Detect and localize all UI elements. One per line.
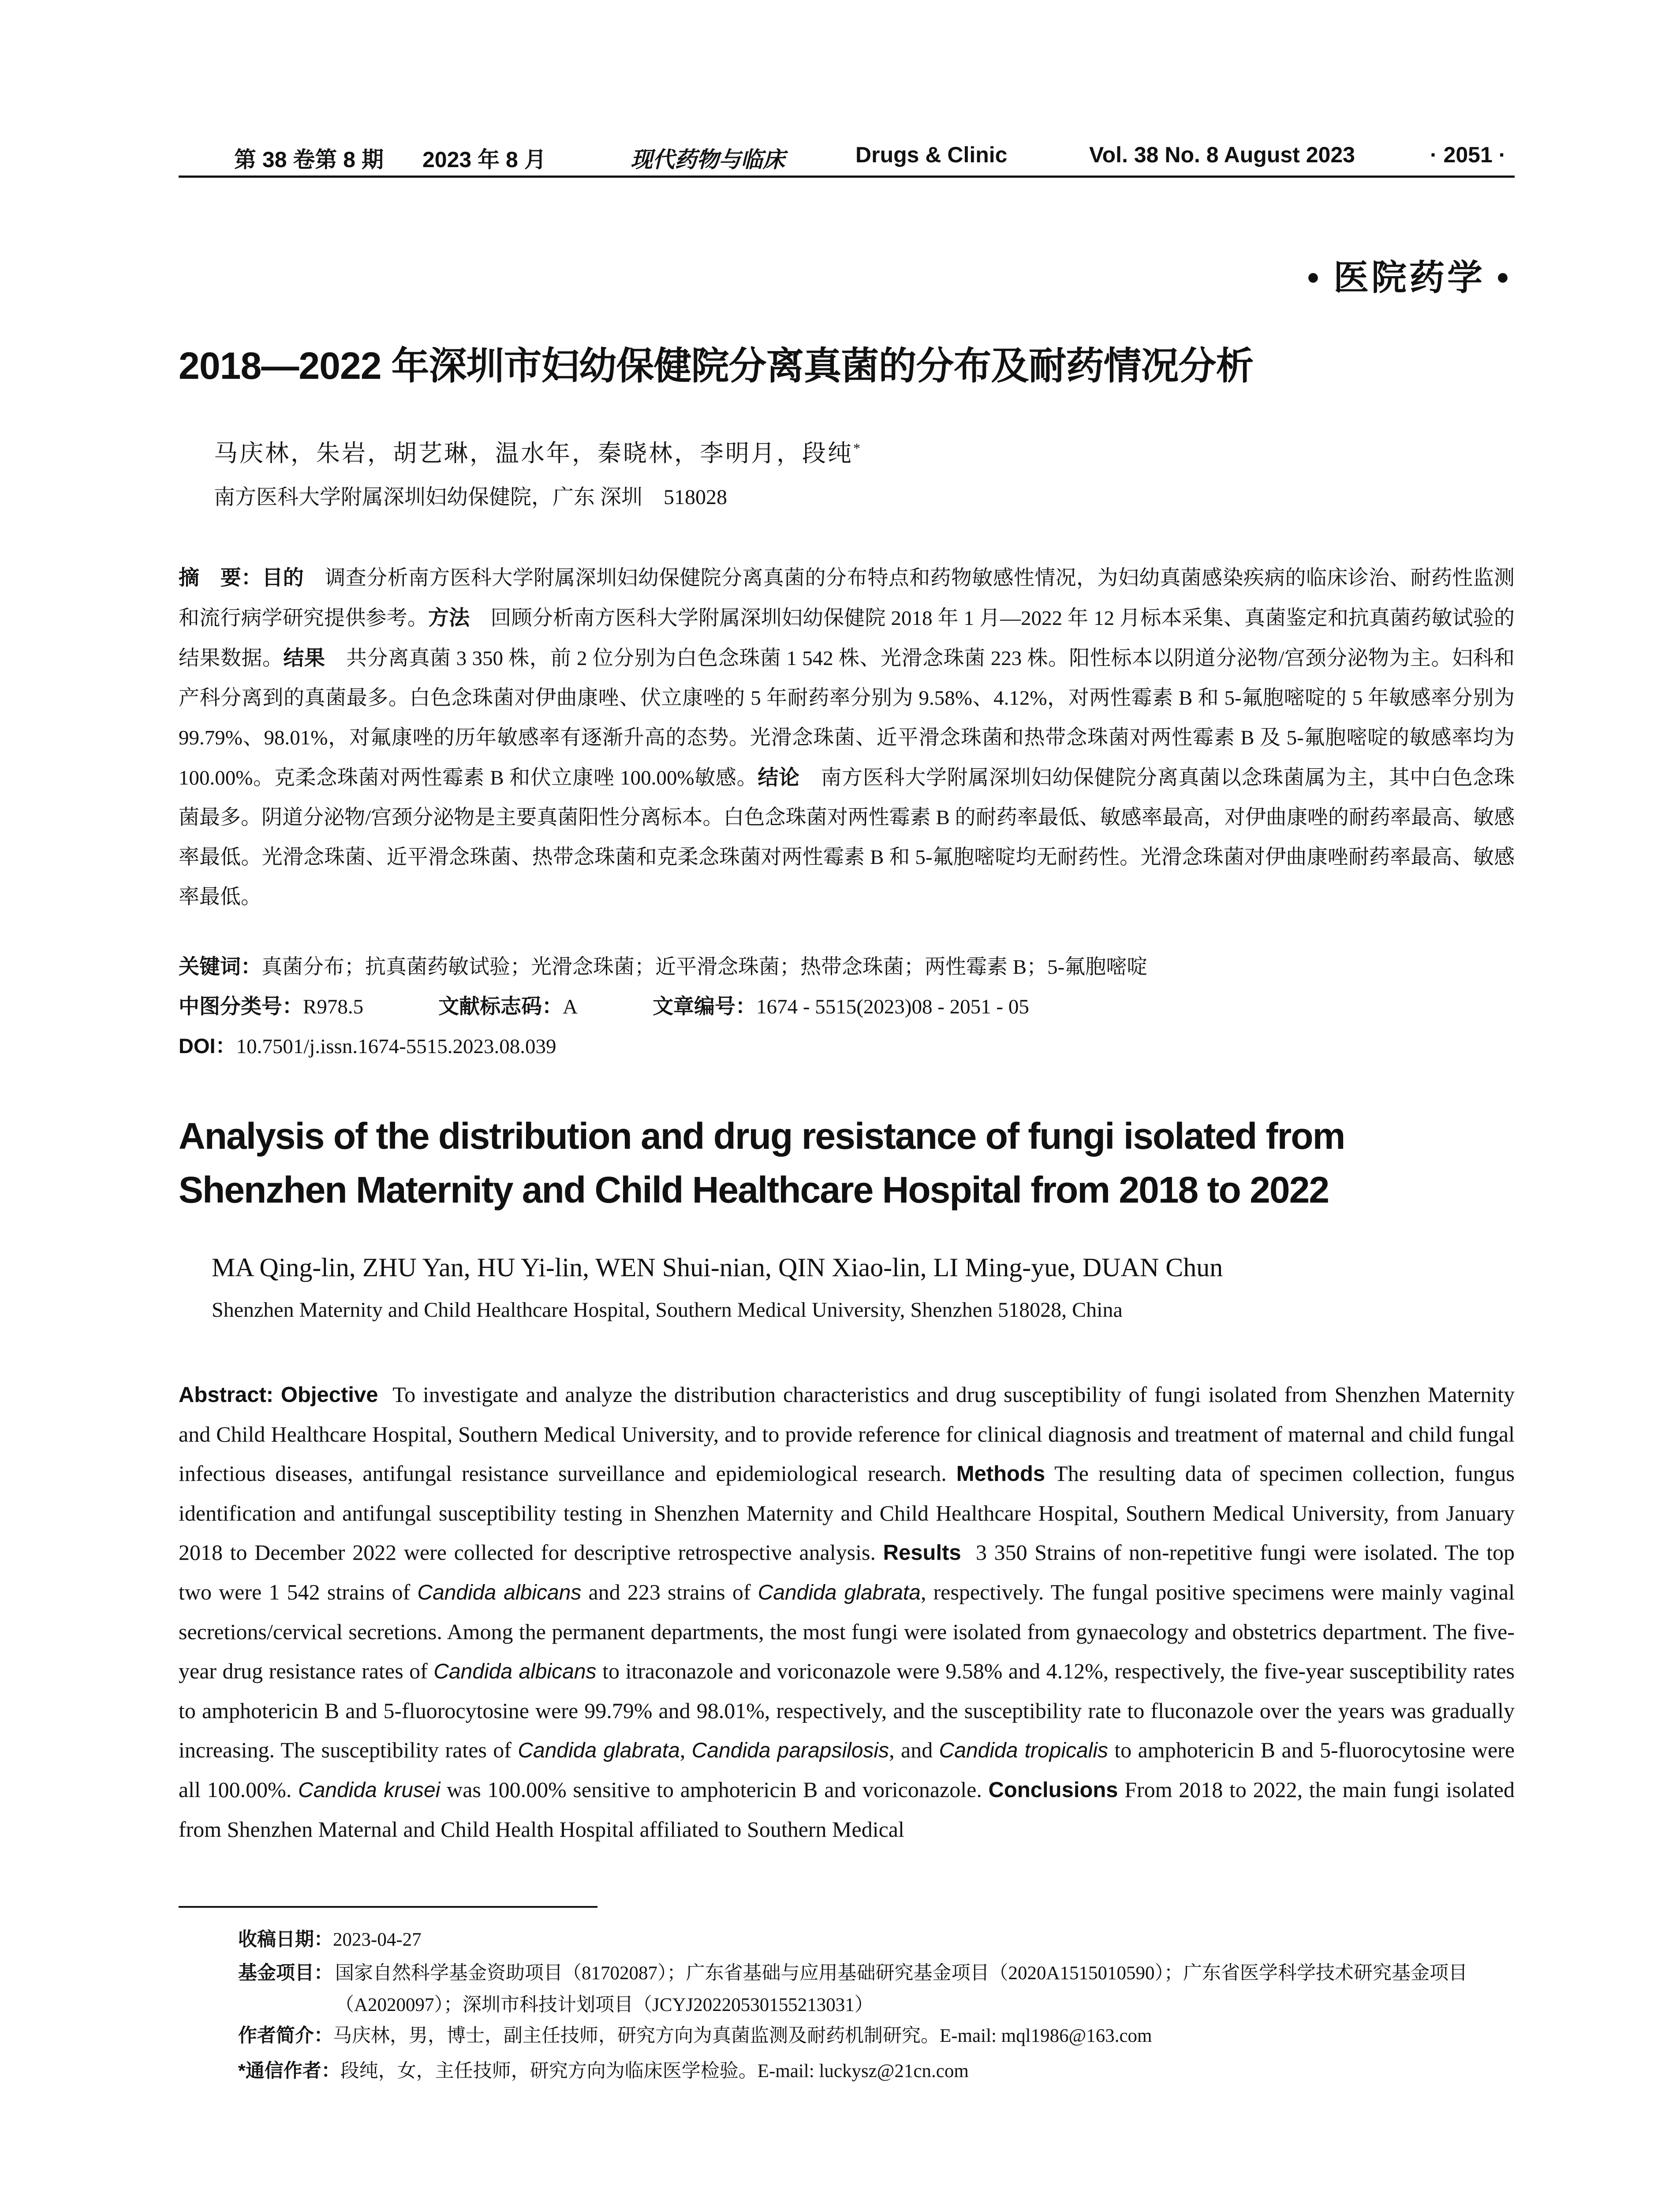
author-bio-value: 马庆林，男，博士，副主任技师，研究方向为真菌监测及耐药机制研究。E-mail: mql1986@163.com — [333, 2026, 1152, 2046]
methods-en-label: Methods — [956, 1462, 1045, 1486]
results-en-label: Results — [883, 1541, 961, 1565]
abstract-zh — [179, 558, 1515, 917]
species-candida-albicans-2: Candida albicans — [433, 1660, 597, 1683]
keywords-zh-label: 关键词： — [179, 955, 261, 978]
title-en: Analysis of the distribution and drug resistance of fungi isolated from Shenzhen Maternity and Child Healthcare Hospital from 2018 to 2022 — [179, 1115, 1345, 1211]
footnote-rule — [179, 1906, 597, 1908]
species-candida-albicans: Candida albicans — [417, 1581, 582, 1604]
header-volume-en: Vol. 38 No. 8 August 2023 — [1089, 142, 1355, 167]
results-en-text-3: , respectively. The fungal positive specimens were mainly vaginal secretions/cervical secretions. Among the permanent departments, the most fungi were isolated from gynaecology and obstetrics department. The five-year drug resistance rates of — [179, 1580, 1515, 1683]
results-en-text-2: and 223 strains of — [588, 1580, 751, 1604]
footnote-funding — [238, 1957, 1508, 2021]
results-zh-label: 结果 — [283, 646, 325, 669]
header-volume-zh: 第 38 卷第 8 期 — [234, 147, 384, 172]
doi-line — [179, 1030, 556, 1059]
clc-label: 中图分类号： — [179, 994, 303, 1018]
methods-zh-text: 回顾分析南方医科大学附属深圳妇幼保健院 2018 年 1 月—2022 年 12 月标本采集、真菌鉴定和抗真菌药敏试验的结果数据。 — [179, 607, 1515, 670]
keywords-zh-value: 真菌分布；抗真菌药敏试验；光滑念珠菌；近平滑念珠菌；热带念珠菌；两性霉素 B；5-氟胞嘧啶 — [261, 956, 1148, 979]
results-zh-text: 共分离真菌 3 350 株，前 2 位分别为白色念珠菌 1 542 株、光滑念珠菌 223 株。阳性标本以阴道分泌物/宫颈分泌物为主。妇科和产科分离到的真菌最多。白色念珠菌对伊曲康唑、伏立康唑的 5 年耐药率分别为 9.58%、4.12%，对两性霉素 B 和 5-氟胞嘧啶的 5 年敏感率分别为 99.79%、98.01%，对氟康唑的历年敏感率有逐渐升高的态势。光滑念珠菌、近平滑念珠菌和热带念珠菌对两性霉素 B 及 5-氟胞嘧啶的敏感率均为 100.00%。克柔念珠菌对两性霉素 B 和伏立康唑 100.00%敏感。 — [179, 647, 1515, 789]
article-no-label: 文章编号： — [653, 994, 757, 1018]
species-candida-parapsilosis: Candida parapsilosis — [691, 1739, 889, 1762]
classification-line — [179, 990, 1029, 1020]
header-journal-en: Drugs & Clinic — [855, 142, 1008, 167]
results-en-text-4: to itraconazole and voriconazole were 9.58% and 4.12%, respectively, the five-year susceptibility rates to amphotericin B and 5-fluorocytosine were 99.79% and 98.01%, respectively, and the susceptibility rate to fluconazole over the years was gradually increasing. The susceptibility rates of — [179, 1659, 1515, 1762]
abstract-zh-label: 摘 要： — [179, 566, 262, 589]
corresponding-value: 段纯，女，主任技师，研究方向为临床医学检验。E-mail: luckysz@21cn.com — [340, 2061, 969, 2082]
footnote-corresponding — [238, 2055, 969, 2087]
received-value: 2023-04-27 — [333, 1929, 422, 1950]
title-zh: 2018—2022 年深圳市妇幼保健院分离真菌的分布及耐药情况分析 — [179, 345, 1254, 387]
objective-en-text: To investigate and analyze the distribution characteristics and drug susceptibility of fungi isolated from Shenzhen Maternity and Child Healthcare Hospital, Southern Medical University, and to provide reference for clinical diagnosis and treatment of maternal and child fungal infectious diseases, antifungal resistance surveillance and epidemiological research. — [179, 1382, 1515, 1486]
affiliation-en: Shenzhen Maternity and Child Healthcare Hospital, Southern Medical University, Shenzhen 518028, China — [212, 1298, 1123, 1322]
corresponding-label: *通信作者： — [238, 2060, 340, 2082]
section-label: • 医院药学 • — [1307, 259, 1512, 298]
results-en-text-6: was 100.00% sensitive to amphotericin B and voriconazole. — [447, 1777, 982, 1802]
results-en-text-5: to amphotericin B and 5-fluorocytosine were all 100.00%. — [179, 1738, 1515, 1802]
author-bio-label: 作者简介： — [238, 2025, 333, 2046]
species-candida-krusei: Candida krusei — [298, 1779, 441, 1802]
article-no-value: 1674 - 5515(2023)08 - 2051 - 05 — [756, 995, 1029, 1018]
methods-zh-label: 方法 — [428, 606, 470, 629]
keywords-zh — [179, 950, 1147, 980]
funding-value: 国家自然科学基金资助项目（81702087）；广东省基础与应用基础研究基金项目（2020A1515010590）；广东省医学科学技术研究基金项目（A2020097）；深圳市科技计划项目（JCYJ20220530155213031） — [335, 1963, 1468, 2015]
species-candida-glabrata-2: Candida glabrata — [518, 1739, 680, 1762]
header-journal-zh: 现代药物与临床 — [631, 147, 785, 172]
authors-en: MA Qing-lin, ZHU Yan, HU Yi-lin, WEN Shui-nian, QIN Xiao-lin, LI Ming-yue, DUAN Chun — [212, 1253, 1223, 1282]
doi-value: 10.7501/j.issn.1674-5515.2023.08.039 — [236, 1035, 556, 1058]
objective-en-label: Objective — [280, 1383, 378, 1407]
species-candida-tropicalis: Candida tropicalis — [939, 1739, 1108, 1762]
abstract-en-label: Abstract: — [179, 1383, 274, 1407]
conclusion-zh-label: 结论 — [758, 766, 800, 789]
footnote-author-bio — [238, 2020, 1152, 2052]
footnote-received — [238, 1924, 422, 1956]
conclusion-zh-text: 南方医科大学附属深圳妇幼保健院分离真菌以念珠菌属为主，其中白色念珠菌最多。阴道分泌物/宫颈分泌物是主要真菌阳性分离标本。白色念珠菌对两性霉素 B 的耐药率最低、敏感率最高，对伊曲康唑的耐药率最高、敏感率最低。光滑念珠菌、近平滑念珠菌、热带念珠菌和克柔念珠菌对两性霉素 B 和 5-氟胞嘧啶均无耐药性。光滑念珠菌对伊曲康唑耐药率最高、敏感率最低。 — [179, 766, 1515, 908]
methods-en-text: The resulting data of specimen collection, fungus identification and antifungal susceptibility testing in Shenzhen Maternity and Child Healthcare Hospital, Southern Medical University, from January 2018 to December 2022 were collected for descriptive retrospective analysis. — [179, 1461, 1515, 1565]
funding-label: 基金项目： — [238, 1962, 333, 1984]
species-candida-glabrata: Candida glabrata — [758, 1581, 921, 1604]
conclusions-en-text: From 2018 to 2022, the main fungi isolated from Shenzhen Maternal and Child Health Hospital affiliated to Southern Medical — [179, 1777, 1515, 1842]
received-label: 收稿日期： — [238, 1929, 333, 1950]
authors-zh — [214, 434, 862, 468]
results-en-sep-2: , and — [889, 1738, 933, 1762]
header-rule — [179, 176, 1515, 178]
results-en-text-1: 3 350 Strains of non-repetitive fungi were isolated. The top two were 1 542 strains of — [179, 1540, 1515, 1604]
results-en-sep-1: , — [679, 1738, 686, 1762]
authors-zh-names: 马庆林，朱岩，胡艺琳，温水年，秦晓林，李明月，段纯 — [214, 440, 853, 467]
objective-zh-label: 目的 — [262, 566, 304, 589]
doi-label: DOI： — [179, 1034, 236, 1058]
header-page-number: · 2051 · — [1430, 142, 1506, 167]
doc-code-label: 文献标志码： — [438, 994, 563, 1018]
running-header — [179, 142, 1515, 177]
objective-zh-text: 调查分析南方医科大学附属深圳妇幼保健院分离真菌的分布特点和药物敏感性情况，为妇幼真菌感染疾病的临床诊治、耐药性监测和流行病学研究提供参考。 — [179, 567, 1515, 630]
conclusions-en-label: Conclusions — [988, 1778, 1118, 1802]
clc-value: R978.5 — [303, 995, 364, 1018]
corresponding-mark: * — [853, 440, 862, 456]
abstract-en — [179, 1375, 1515, 1849]
affiliation-zh: 南方医科大学附属深圳妇幼保健院，广东 深圳 518028 — [214, 486, 728, 509]
header-date-zh: 2023 年 8 月 — [422, 147, 546, 172]
doc-code-value: A — [563, 995, 578, 1018]
